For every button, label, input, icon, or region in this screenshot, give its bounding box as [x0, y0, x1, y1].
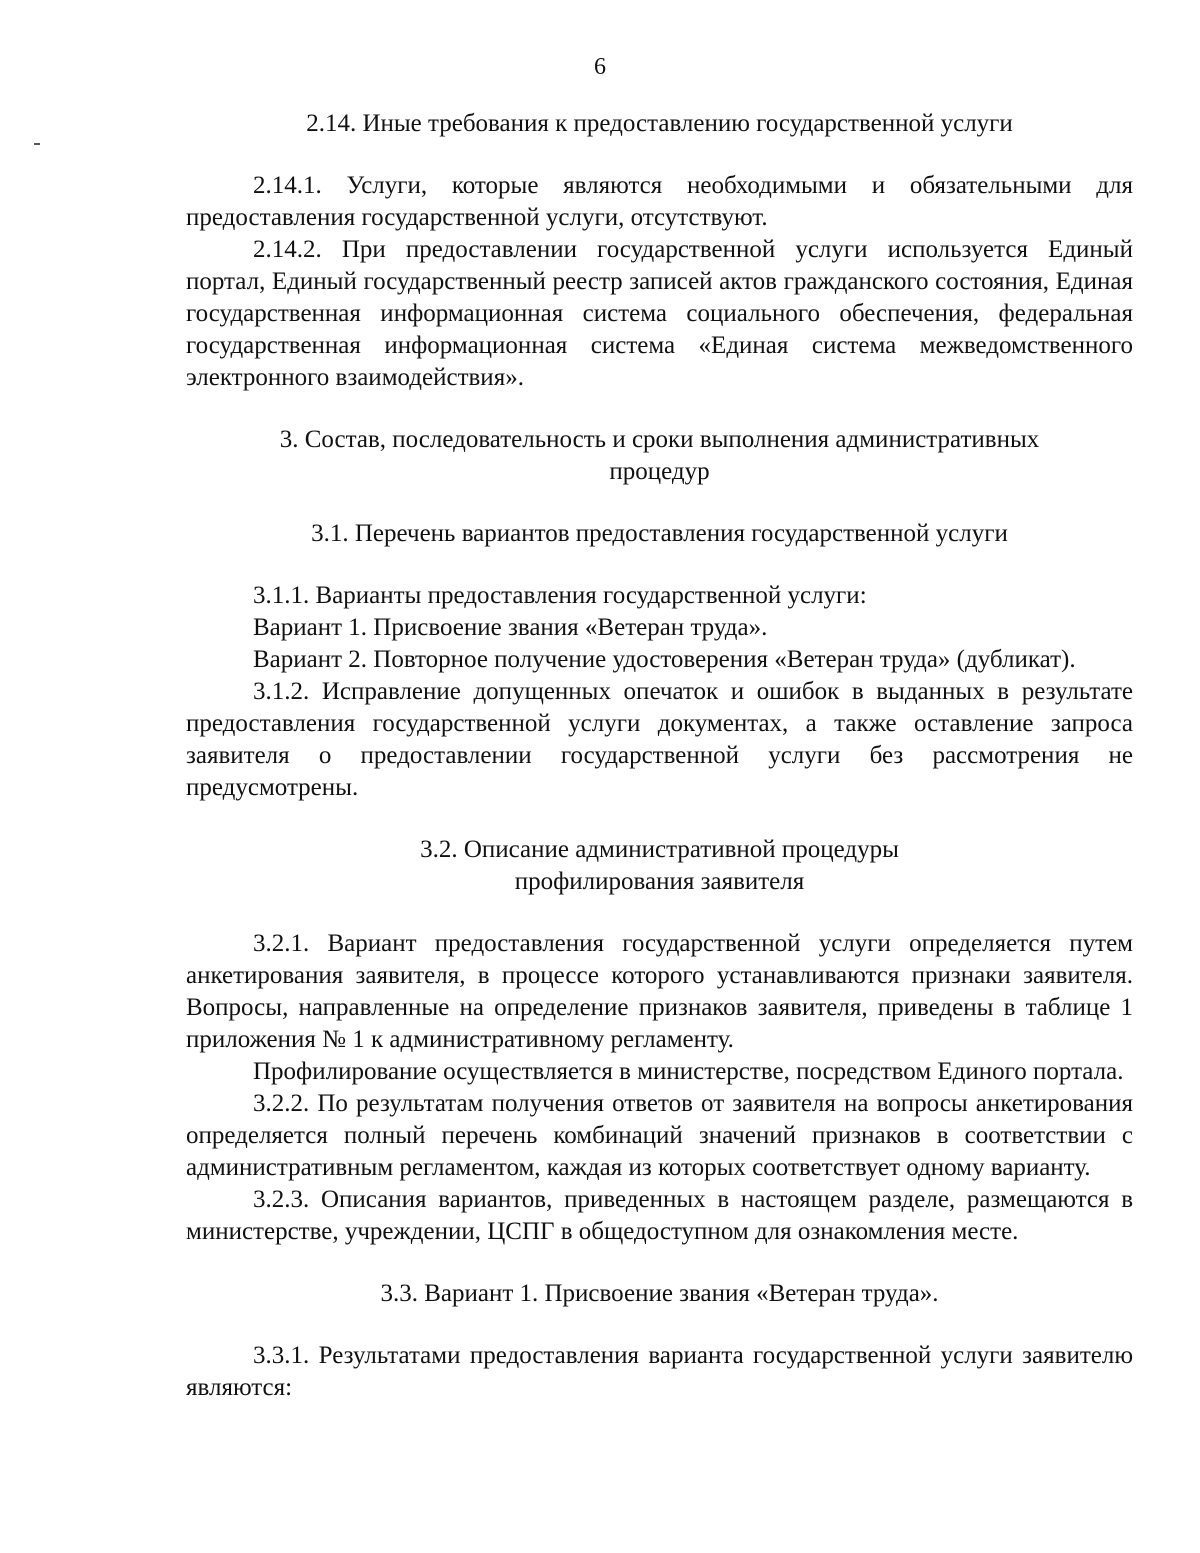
page-number: 6 [594, 54, 606, 80]
paragraph-3-1-2: 3.1.2. Исправление допущенных опечаток и ошибок в выданных в результате предоставления государственной услуги документах, а также оставление запроса заявителя о предоставлении государственной услуги без рассмотрения не предусмотрены. [186, 678, 1133, 801]
document-body [186, 108, 1133, 1404]
paragraph-3-2-3: 3.2.3. Описания вариантов, приведенных в настоящем разделе, размещаются в министерстве, учреждении, ЦСПГ в общедоступном для ознакомления месте. [186, 1186, 1133, 1245]
section-3-heading-line1: 3. Состав, последовательность и сроки выполнения административных [279, 426, 1040, 453]
section-2-14-heading: 2.14. Иные требования к предоставлению государственной услуги [306, 110, 1013, 137]
margin-mark [34, 143, 40, 145]
paragraph-3-2-1: 3.2.1. Вариант предоставления государственной услуги определяется путем анкетирования заявителя, в процессе которого устанавливаются признаки заявителя. Вопросы, направленные на определение признаков заявителя, приведены в таблице 1 приложения № 1 к административному регламенту. [186, 930, 1133, 1053]
section-3-heading-line2: процедур [609, 458, 710, 485]
paragraph-variant-2: Вариант 2. Повторное получение удостоверения «Ветеран труда» (дубликат). [253, 646, 1076, 673]
paragraph-profiling: Профилирование осуществляется в министерстве, посредством Единого портала. [253, 1058, 1124, 1085]
paragraph-3-2-2: 3.2.2. По результатам получения ответов от заявителя на вопросы анкетирования определяется полный перечень комбинаций значений признаков в соответствии с административным регламентом, каждая из которых соответствует одному варианту. [186, 1090, 1133, 1181]
paragraph-2-14-2: 2.14.2. При предоставлении государственной услуги используется Единый портал, Единый государственный реестр записей актов гражданского состояния, Единая государственная информационная система социального обеспечения, федеральная государственная информационная система «Единая система межведомственного электронного взаимодействия». [186, 236, 1133, 391]
section-3-3-heading: 3.3. Вариант 1. Присвоение звания «Ветеран труда». [380, 1280, 939, 1307]
paragraph-2-14-1: 2.14.1. Услуги, которые являются необходимыми и обязательными для предоставления государственной услуги, отсутствуют. [186, 172, 1133, 231]
paragraph-variant-1: Вариант 1. Присвоение звания «Ветеран труда». [253, 614, 768, 641]
section-3-2-heading-line2: профилирования заявителя [514, 868, 805, 895]
paragraph-3-3-1: 3.3.1. Результатами предоставления варианта государственной услуги заявителю являются: [186, 1342, 1133, 1401]
section-3-1-heading: 3.1. Перечень вариантов предоставления государственной услуги [311, 520, 1008, 547]
paragraph-3-1-1: 3.1.1. Варианты предоставления государственной услуги: [253, 582, 867, 609]
section-3-2-heading-line1: 3.2. Описание административной процедуры [420, 836, 899, 863]
